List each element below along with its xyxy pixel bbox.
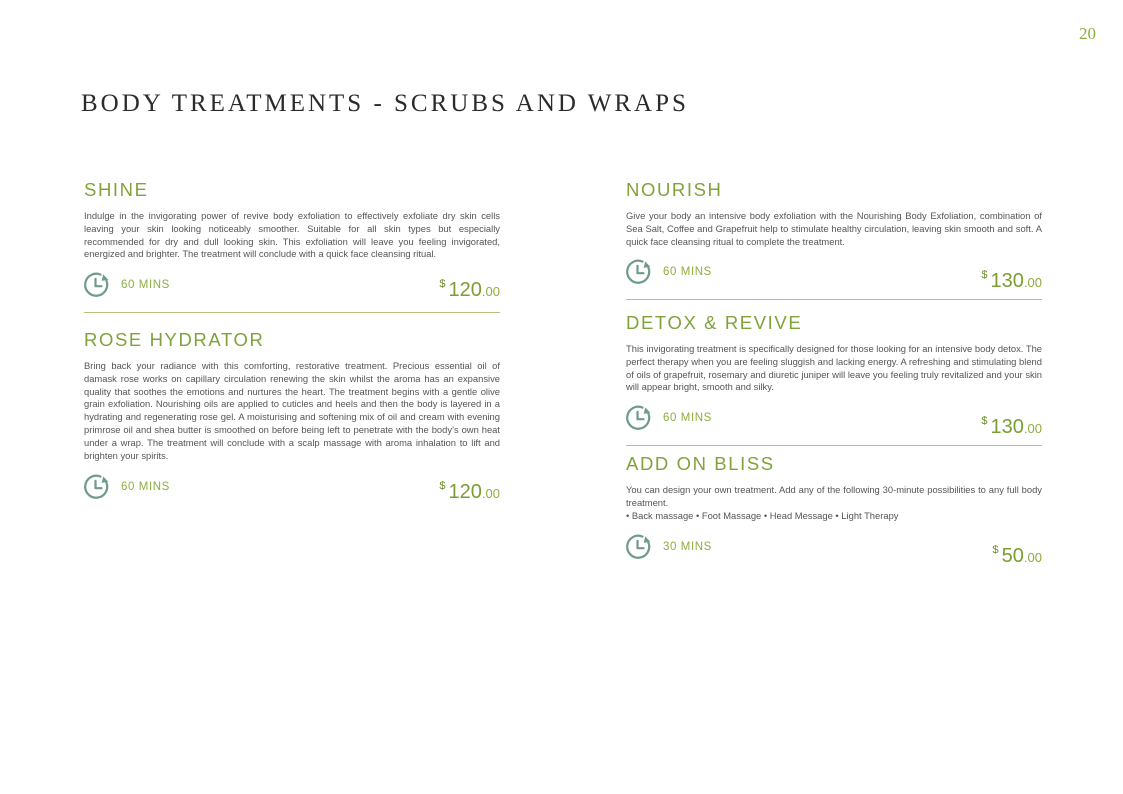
description-paragraph: You can design your own treatment. Add any of the following 30-minute possibilities to any full body treatment. [626, 484, 1042, 508]
treatment-description [626, 343, 1042, 394]
treatment-price [981, 415, 1042, 439]
price-integer: 50 [1001, 545, 1024, 568]
clock-icon [84, 272, 110, 298]
treatment-name: SHINE [84, 179, 149, 200]
clock-icon [84, 474, 110, 500]
treatment-price [981, 269, 1042, 293]
treatment-footer [626, 259, 1042, 299]
treatment-duration: 60 MINS [121, 481, 170, 494]
clock-icon [626, 259, 652, 285]
description-paragraph: Indulge in the invigorating power of revive body exfoliation to effectively exfoliate dry skin cells leaving your skin looking noticeably smoother. Suitable for all skin types but especially recommended for dry and dull looking skin. This exfoliation will leave you feeling invigorated, energized and brighter. The treatment will conclude with a quick face cleansing ritual. [84, 210, 500, 260]
divider [84, 312, 500, 313]
treatment-name: DETOX & REVIVE [626, 312, 803, 333]
treatment-duration: 60 MINS [663, 412, 712, 425]
page-title: BODY TREATMENTS - SCRUBS AND WRAPS [81, 90, 689, 117]
price-currency: $ [981, 415, 988, 428]
treatment-footer [626, 534, 1042, 574]
price-integer: 130 [990, 416, 1024, 439]
price-decimal: .00 [481, 486, 500, 502]
divider [626, 299, 1042, 300]
treatment-footer [626, 405, 1042, 445]
treatment-price [993, 544, 1042, 568]
treatment-footer [84, 272, 500, 312]
price-currency: $ [439, 278, 446, 291]
treatment-duration: 30 MINS [663, 541, 712, 554]
description-paragraph: Give your body an intensive body exfoliation with the Nourishing Body Exfoliation, combination of Sea Salt, Coffee and Grapefruit help to stimulate healthy circulation, leaving skin smooth and soft. A quick face cleansing ritual to complete the treatment. [626, 210, 1042, 247]
price-currency: $ [439, 480, 446, 493]
treatment-detox-revive [626, 312, 1042, 446]
treatment-price [439, 278, 500, 302]
treatment-name: ADD ON BLISS [626, 453, 775, 474]
price-decimal: .00 [1023, 275, 1042, 291]
treatment-name: ROSE HYDRATOR [84, 329, 265, 350]
price-currency: $ [992, 544, 999, 557]
price-integer: 130 [990, 270, 1024, 293]
treatment-name: NOURISH [626, 179, 723, 200]
divider [626, 445, 1042, 446]
treatment-shine [84, 179, 500, 313]
description-paragraph: This invigorating treatment is specifically designed for those looking for an intensive body detox. The perfect therapy when you are feeling sluggish and lacking energy. A refreshing and stimulating blend of oils of grapefruit, rosemary and diuretic juniper will leave you feeling truly revitalized and your skin will appear bright, smooth and silky. [626, 343, 1042, 393]
treatment-description [626, 484, 1042, 522]
price-integer: 120 [448, 481, 482, 504]
treatment-description [84, 360, 500, 462]
clock-icon [626, 534, 652, 560]
treatment-add-on-bliss [626, 453, 1042, 574]
treatment-duration: 60 MINS [663, 266, 712, 279]
price-currency: $ [981, 269, 988, 282]
description-paragraph: Bring back your radiance with this comforting, restorative treatment. Precious essential oil of damask rose works on capillary circulation renewing the skin whilst the aroma has an expansive quality that soothes the emotions and nurtures the heart. The treatment begins with a gentle olive grain exfoliation. Nourishing oils are applied to cuticles and heels and then the body is layered in a hydrating and regenerating rose gel. A moisturising and softening mix of oil and cream with evening primrose oil and shea butter is smoothed on before being left to penetrate with the body’s own heat under a wrap. The treatment will conclude with a scalp massage with aroma inhalation to lift and brighten your spirits. [84, 360, 500, 461]
treatment-nourish [626, 179, 1042, 300]
treatment-rose-hydrator [84, 329, 500, 514]
treatment-duration: 60 MINS [121, 279, 170, 292]
treatment-description [84, 210, 500, 261]
clock-icon [626, 405, 652, 431]
price-decimal: .00 [1023, 550, 1042, 566]
treatment-price [439, 480, 500, 504]
price-decimal: .00 [1023, 421, 1042, 437]
treatment-footer [84, 474, 500, 514]
page-number: 20 [1079, 24, 1096, 43]
description-options: • Back massage • Foot Massage • Head Message • Light Therapy [626, 509, 899, 521]
treatment-description [626, 210, 1042, 248]
price-integer: 120 [448, 279, 482, 302]
price-decimal: .00 [481, 284, 500, 300]
